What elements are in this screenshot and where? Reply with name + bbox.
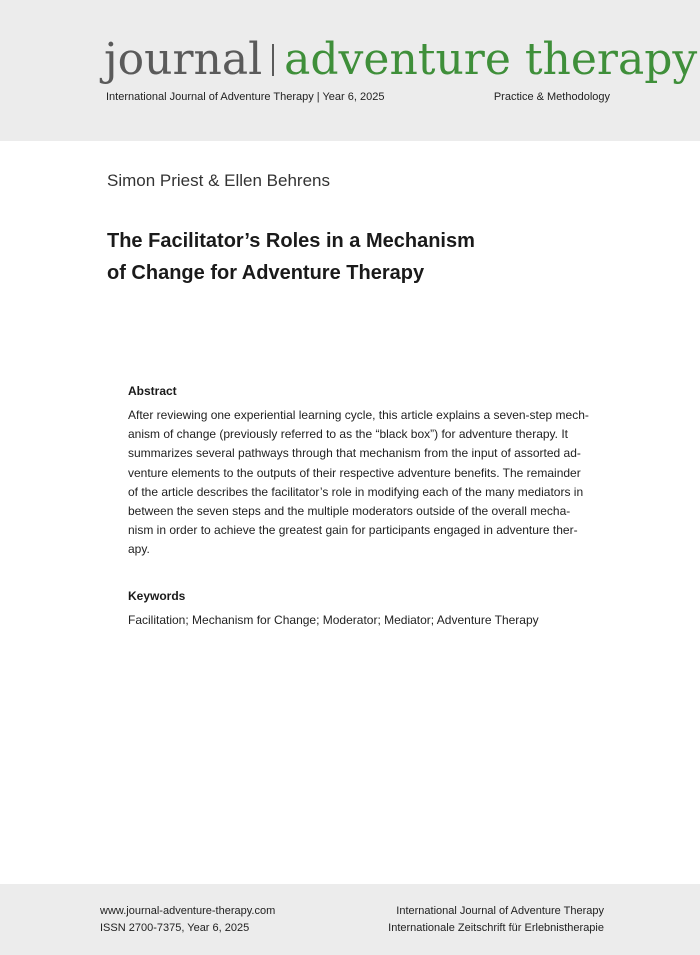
- footer-journal-german: Internationale Zeitschrift für Erlebnistherapie: [388, 922, 604, 934]
- journal-issue-line: International Journal of Adventure Therapy | Year 6, 2025: [106, 91, 385, 103]
- keywords-list: Facilitation; Mechanism for Change; Moderator; Mediator; Adventure Therapy: [128, 613, 539, 627]
- abstract-line: venture elements to the outputs of their respective adventure benefits. The remainder: [128, 465, 581, 480]
- footer-journal-english: International Journal of Adventure Therapy: [396, 905, 604, 917]
- title-line: The Facilitator’s Roles in a Mechanism: [107, 230, 475, 252]
- footer-website: www.journal-adventure-therapy.com: [100, 905, 276, 917]
- abstract-line: anism of change (previously referred to as the “black box”) for adventure therapy. It: [128, 427, 568, 442]
- journal-masthead-logo: [104, 34, 697, 86]
- masthead-separator: [272, 44, 274, 76]
- abstract-heading: Abstract: [128, 384, 177, 398]
- article-authors: Simon Priest & Ellen Behrens: [107, 171, 330, 190]
- section-label: Practice & Methodology: [493, 91, 610, 103]
- abstract-line: summarizes several pathways through that mechanism from the input of assorted ad-: [128, 446, 581, 461]
- footer-right-block: [388, 903, 604, 937]
- abstract-line: of the article describes the facilitator’s role in modifying each of the many mediators in: [128, 484, 584, 499]
- abstract-line: between the seven steps and the multiple moderators outside of the overall mecha-: [128, 504, 571, 519]
- abstract-line: nism in order to achieve the greatest gain for participants engaged in adventure ther-: [128, 523, 578, 538]
- masthead-adventure-therapy-words: adventure therapy: [284, 34, 698, 85]
- abstract-text: [128, 406, 594, 560]
- footer-issn: ISSN 2700-7375, Year 6, 2025: [100, 922, 250, 934]
- abstract-line: After reviewing one experiential learning cycle, this article explains a seven-step mech-: [128, 408, 589, 422]
- article-title: [107, 225, 587, 289]
- masthead-journal-word: journal: [104, 34, 263, 85]
- abstract-line: apy.: [128, 542, 150, 557]
- footer-left-block: [100, 903, 275, 937]
- keywords-heading: Keywords: [128, 589, 186, 603]
- title-line: of Change for Adventure Therapy: [107, 262, 425, 284]
